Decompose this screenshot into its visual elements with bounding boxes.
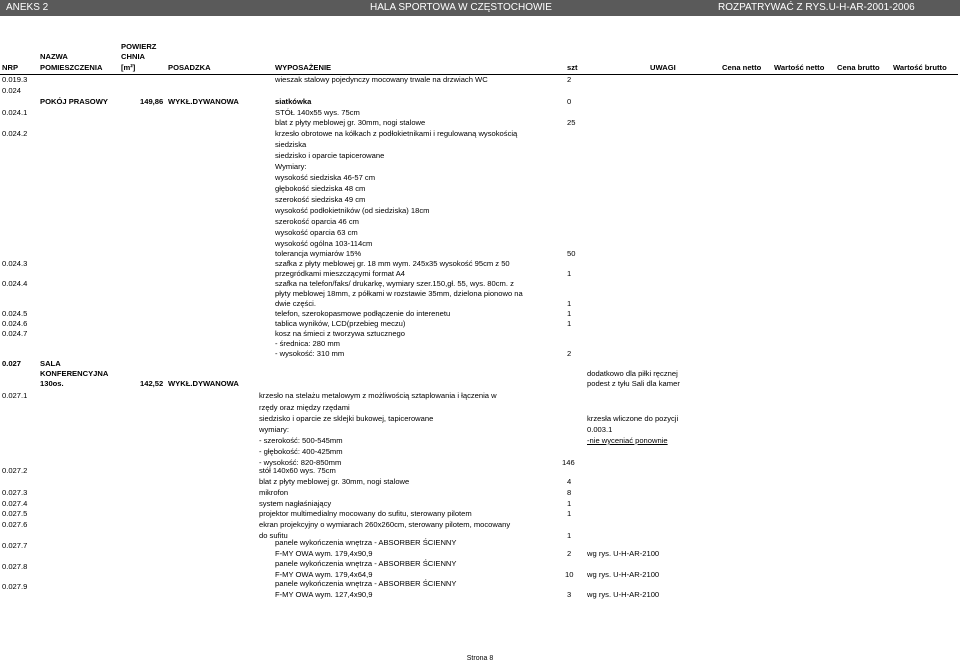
row-quantity: 1 [567, 509, 572, 518]
room-name: POKÓJ PRASOWY [40, 97, 108, 106]
row-quantity: 146 [562, 458, 575, 467]
row-description: F-MY OWA wym. 179,4x90,9 [275, 549, 373, 558]
row-description: F-MY OWA wym. 127,4x90,9 [275, 590, 373, 599]
row-number: 0.027.5 [2, 509, 28, 518]
row-description: wymiary: [259, 425, 289, 434]
row-quantity: 1 [567, 269, 572, 278]
row-description: tablica wyników, LCD(przebieg meczu) [275, 319, 406, 328]
col-floor-header: POSADZKA [168, 63, 211, 72]
row-number: 0.024.6 [2, 319, 28, 328]
row-description: siedzisko i oparcie tapicerowane [275, 151, 385, 160]
row-description: przegródkami mieszczącymi format A4 [275, 269, 405, 278]
row-number: 0.024.2 [2, 129, 28, 138]
col-net-price-header: Cena netto [722, 63, 762, 72]
col-area-header-2: CHNIA [121, 52, 146, 61]
row-quantity: 1 [567, 319, 572, 328]
row-description: szerokość siedziska 49 cm [275, 195, 366, 204]
row-description: ekran projekcyjny o wymiarach 260x260cm, sterowany pilotem, mocowany [259, 520, 511, 529]
room-number: 0.024 [2, 86, 22, 95]
col-qty-header: szt [567, 63, 578, 72]
row-description: telefon, szerokopasmowe podłączenie do interenetu [275, 309, 451, 318]
row-quantity: 2 [567, 549, 572, 558]
row-quantity: 8 [567, 488, 572, 497]
row-description: - głębokość: 400-425mm [259, 447, 343, 456]
col-name-header-1: NAZWA [40, 52, 68, 61]
row-description: blat z płyty meblowej gr. 30mm, nogi stalowe [259, 477, 410, 486]
header-project-title: HALA SPORTOWA W CZĘSTOCHOWIE [370, 2, 552, 13]
header-drawing-ref: ROZPATRYWAĆ Z RYS.U-H-AR-2001-2006 [718, 2, 915, 13]
row-number: 0.024.1 [2, 108, 28, 117]
row-quantity: 2 [567, 349, 572, 358]
room-area: 142,52 [140, 379, 164, 388]
row-description: wysokość oparcia 63 cm [275, 228, 358, 237]
header-annex: ANEKS 2 [6, 2, 49, 13]
row-description: blat z płyty meblowej gr. 30mm, nogi stalowe [275, 118, 426, 127]
row-description: system nagłaśniający [259, 499, 332, 508]
row-description: dwie części. [275, 299, 316, 308]
row-description: mikrofon [259, 488, 289, 497]
col-gross-value-header: Wartość brutto [893, 63, 947, 72]
row-description: siedzisko i oparcie ze sklejki bukowej, tapicerowane [259, 414, 434, 423]
row-description: tolerancja wymiarów 15% [275, 249, 362, 258]
row-note: wg rys. U-H-AR-2100 [587, 570, 660, 579]
row-quantity: 4 [567, 477, 572, 486]
row-note: 0.003.1 [587, 425, 613, 434]
row-description: siedziska [275, 140, 307, 149]
row-quantity: 1 [567, 309, 572, 318]
row-quantity: 0 [567, 97, 572, 106]
col-gross-price-header: Cena brutto [837, 63, 880, 72]
row-number: 0.027.9 [2, 582, 28, 591]
row-number: 0.024.4 [2, 279, 28, 288]
row-number: 0.027.3 [2, 488, 28, 497]
row-description: krzesło na stelażu metalowym z możliwością sztaplowania i łączenia w [259, 391, 497, 400]
row-description: F-MY OWA wym. 179,4x64,9 [275, 570, 373, 579]
room-area: 149,86 [140, 97, 164, 106]
row-description: wysokość podłokietników (od siedziska) 18cm [275, 206, 430, 215]
row-description: szafka na telefon/faks/ drukarkę, wymiary szer.150,gł. 55, wys. 80cm. z [275, 279, 514, 288]
row-quantity: 1 [567, 499, 572, 508]
row-quantity: 3 [567, 590, 572, 599]
row-description: STÓŁ 140x55 wys. 75cm [275, 108, 360, 117]
row-note: krzesła wliczone do pozycji [587, 414, 679, 423]
row-description: - średnica: 280 mm [275, 339, 340, 348]
col-notes-header: UWAGI [650, 63, 676, 72]
row-quantity: 1 [567, 531, 572, 540]
row-number: 0.024.3 [2, 259, 28, 268]
col-area-header-3: [m²] [121, 63, 136, 72]
row-description: głębokość siedziska 48 cm [275, 184, 366, 193]
row-quantity: 2 [567, 75, 572, 84]
page-number: Strona 8 [466, 655, 494, 662]
row-description: projektor multimedialny mocowany do sufitu, sterowany pilotem [259, 509, 472, 518]
row-note: -nie wyceniać ponownie [587, 436, 668, 445]
row-description: kosz na śmieci z tworzywa sztucznego [275, 329, 405, 338]
room-floor: WYKŁ.DYWANOWA [168, 379, 239, 388]
row-description: wieszak stalowy pojedynczy mocowany trwale na drzwiach WC [275, 75, 488, 84]
row-description: krzesło obrotowe na kółkach z podłokietnikami i regulowaną wysokością [275, 129, 518, 138]
row-note: podest z tyłu Sali dla kamer [587, 379, 680, 388]
row-description: - szerokość: 500-545mm [259, 436, 343, 445]
row-description: płyty meblowej 18mm, z półkami w rozstawie 35mm, dzielona pionowo na [275, 289, 523, 298]
row-description: szafka z płyty meblowej gr. 18 mm wym. 245x35 wysokość 95cm z 50 [275, 259, 510, 268]
row-number: 0.024.5 [2, 309, 28, 318]
row-number: 0.019.3 [2, 75, 28, 84]
row-quantity: 1 [567, 299, 572, 308]
row-description: - wysokość: 820-850mm [259, 458, 342, 467]
row-number: 0.027.4 [2, 499, 28, 508]
row-note: dodatkowo dla piłki ręcznej [587, 369, 678, 378]
row-number: 0.027.2 [2, 466, 28, 475]
row-number: 0.024.7 [2, 329, 28, 338]
row-number: 0.027.7 [2, 541, 28, 550]
room-name: SALA [40, 359, 61, 368]
row-description: siatkówka [275, 97, 312, 106]
room-name: KONFERENCYJNA [40, 369, 109, 378]
row-description: - wysokość: 310 mm [275, 349, 345, 358]
row-number: 0.027.8 [2, 562, 28, 571]
row-description: wysokość siedziska 46-57 cm [275, 173, 376, 182]
row-description: panele wykończenia wnętrza - ABSORBER ŚCIENNY [275, 559, 457, 568]
col-nrp-header: NRP [2, 63, 19, 72]
row-description: rzędy oraz między rzędami [259, 403, 350, 412]
row-description: szerokość oparcia 46 cm [275, 217, 359, 226]
room-capacity: 130os. [40, 379, 64, 388]
col-name-header-2: POMIESZCZENIA [40, 63, 103, 72]
row-number: 0.027.1 [2, 391, 28, 400]
col-equipment-header: WYPOSAŻENIE [275, 63, 332, 72]
row-description: wysokość ogólna 103-114cm [275, 239, 373, 248]
row-quantity: 50 [567, 249, 576, 258]
row-quantity: 25 [567, 118, 576, 127]
row-description: panele wykończenia wnętrza - ABSORBER ŚCIENNY [275, 538, 457, 547]
col-area-header-1: POWIERZ [121, 42, 157, 51]
room-floor: WYKŁ.DYWANOWA [168, 97, 239, 106]
row-description: do sufitu [259, 531, 288, 540]
row-description: Wymiary: [275, 162, 307, 171]
row-description: panele wykończenia wnętrza - ABSORBER ŚCIENNY [275, 579, 457, 588]
row-description: stół 140x60 wys. 75cm [259, 466, 336, 475]
col-net-value-header: Wartość netto [774, 63, 825, 72]
row-number: 0.027.6 [2, 520, 28, 529]
row-quantity: 10 [565, 570, 574, 579]
row-note: wg rys. U-H-AR-2100 [587, 590, 660, 599]
room-number: 0.027 [2, 359, 22, 368]
row-note: wg rys. U-H-AR-2100 [587, 549, 660, 558]
